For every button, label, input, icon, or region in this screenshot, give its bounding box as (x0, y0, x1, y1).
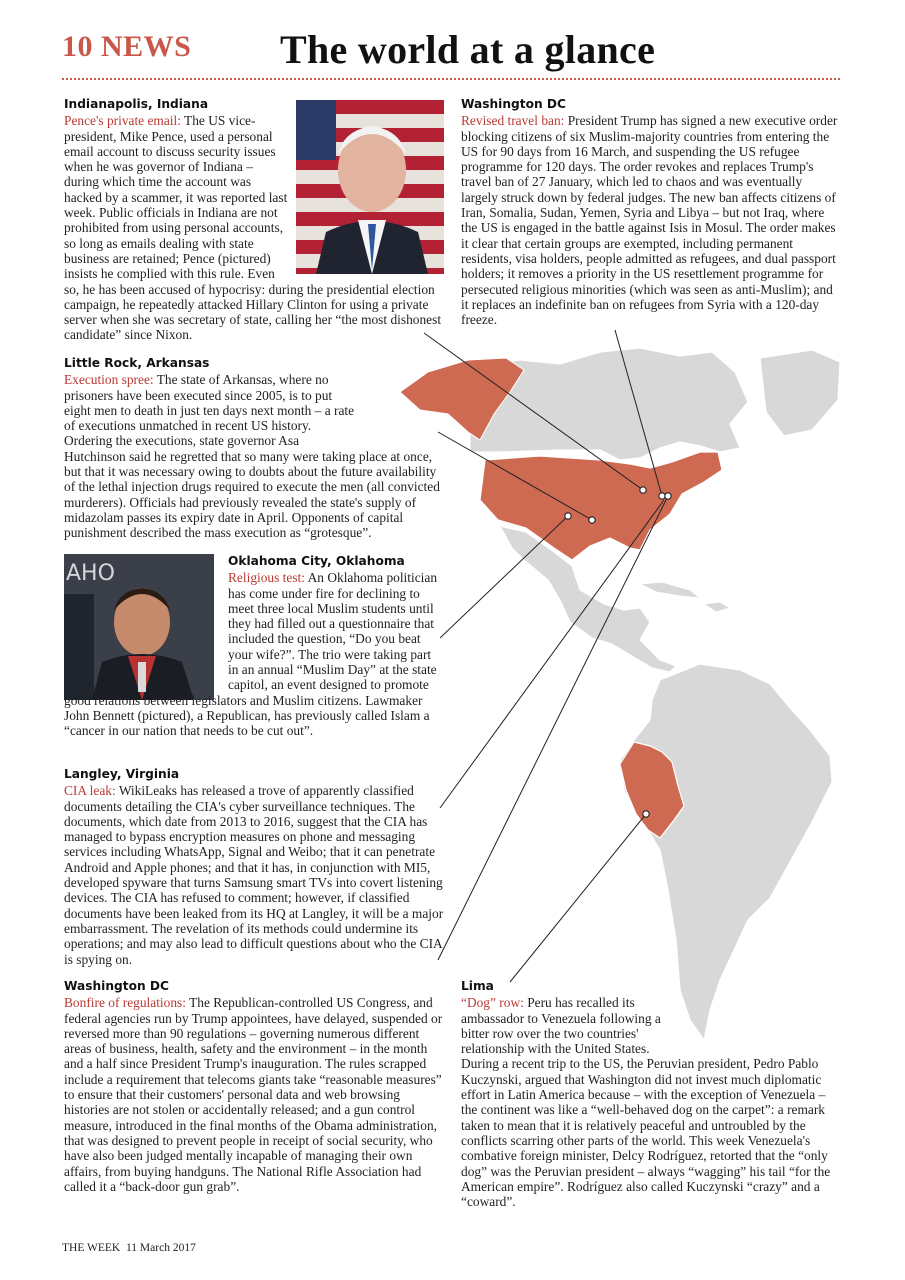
page-footer (62, 1242, 196, 1254)
story-washington-travel (461, 97, 841, 327)
pin-little-rock (589, 517, 595, 523)
story-text (64, 372, 440, 540)
story-location: Little Rock, Arkansas (64, 356, 210, 370)
story-kicker: Pence's private email: (64, 113, 181, 129)
section-label: NEWS (101, 30, 192, 63)
story-text (461, 113, 841, 327)
story-kicker: “Dog” row: (461, 995, 524, 1011)
story-kicker: Revised travel ban: (461, 113, 565, 129)
story-text (461, 995, 841, 1209)
story-location: Oklahoma City, Oklahoma (228, 554, 405, 568)
pin-langley (659, 493, 665, 499)
story-oklahoma (64, 554, 444, 739)
pin-washington (665, 493, 671, 499)
pin-lima (643, 811, 649, 817)
story-body: WikiLeaks has released a trove of apparently classified documents detailing the CIA's cyber surveillance techniques. The documents, which date from 2013 to 2016, suggest that the CIA has managed to bypass encryption measures on phone and messaging services including WhatsApp, Signal and Weibo; that it can penetrate Android and Apple phones; and that it has, in conjunction with MI5, developed spyware that turns Samsung smart TVs into covert listening devices. The CIA has refused to comment; however, if classified documents have been leaked from its HQ at Langley, it will be a major embarrassment. The revelation of its methods could undermine its operations; and may also lead to difficult questions about who the CIA is spying on. (64, 783, 444, 967)
map-clearance (358, 372, 440, 434)
story-body: The US vice-president, Mike Pence, used a personal email account to discuss security issues when he was governor of Indiana – during which time the account was hacked by a scammer, it was reported last week. Public officials in Indiana are not prohibited from using personal accounts, so long as emails dealing with state business are retained; Pence (pictured) insists he complied with this rule. Even so, he has been accused of hypocrisy: during the presidential election campaign, he repeatedly attacked Hillary Clinton for using a private server when she was secretary of state, calling her “the most dishonest candidate” since Nixon. (64, 113, 442, 343)
map-cuba (640, 582, 700, 598)
pin-indianapolis (640, 487, 646, 493)
pin-oklahoma (565, 513, 571, 519)
story-body: The state of Arkansas, where no prisoners have been executed since 2005, is to put eight men to death in just ten days next month – a rate of executions unmatched in recent US history. Ordering the executions, state governor Asa Hutchinson said he regretted that so many were taking place at once, but that it was necessary owing to doubts about the future availability of the lethal injection drugs required to execute the men (all convicted murderers). Officials had previously revealed the state's supply of midazolam passes its expiry date in April. Opponents of capital punishment described the mass execution as “grotesque”. (64, 372, 440, 541)
photo-clearance (294, 97, 444, 271)
story-indianapolis (64, 97, 442, 343)
story-location: Lima (461, 979, 494, 993)
leader-lima (510, 814, 646, 982)
story-location: Washington DC (461, 97, 566, 111)
story-text (64, 113, 442, 342)
story-location: Langley, Virginia (64, 767, 180, 781)
story-lima (461, 979, 841, 1209)
issue-date: 11 March 2017 (125, 1242, 196, 1254)
page-number: 10 (62, 30, 93, 63)
map-hispaniola (704, 602, 730, 612)
story-text (64, 554, 444, 739)
story-little-rock (64, 356, 440, 541)
story-location: Indianapolis, Indiana (64, 97, 209, 111)
publication-name: THE WEEK (62, 1242, 121, 1254)
story-text (64, 783, 444, 967)
story-kicker: Religious test: (228, 570, 305, 586)
page-title: The world at a glance (280, 27, 656, 72)
story-washington-regs (64, 979, 444, 1194)
story-location: Washington DC (64, 979, 169, 993)
story-body: The Republican-controlled US Congress, and federal agencies run by Trump appointees, have delayed, suspended or reversed more than 90 regulations – governing numerous different areas of business, health, safety and the environment – in the month and a half since President Trump's inauguration. The rules scrapped include a requirement that telecoms giants take “reasonable measures” to ensure that their customers' personal data and web browsing histories are not stolen or accidentally released; and a gun control measure, introduced in the final months of the Obama administration, that was designed to prevent people in receipt of social security, who have also been judged mentally incapable of managing their own affairs, from buying handguns. The National Rifle Association had called it a “back-door gun grab”. (64, 995, 443, 1194)
story-body: An Oklahoma politician has come under fire for declining to meet three local Muslim students until they had filled out a questionnaire that included the question, “Do you beat your wife?”. The trio were taking part in an annual “Muslim Day” at the state capitol, an event designed to promote good relations between legislators and Muslim citizens. Lawmaker John Bennett (pictured), a Republican, has previously called Islam a “cancer in our nation that needs to be cut out”. (64, 570, 438, 739)
story-langley (64, 767, 444, 967)
story-text (64, 995, 444, 1194)
story-body: Peru has recalled its ambassador to Venezuela following a bitter row over the two countries' relationship with the United States. During a recent trip to the US, the Peruvian president, Pedro Pablo Kuczynski, argued that Washington did not invest much diplomatic effort in Latin America because – with the exception of Venezuela – the continent was like a “well-behaved dog on the carpet”: a remark taken to mean that it is relatively peaceful and untroubled by the conflicts scarring other parts of the world. This week Venezuela's combative foreign minister, Delcy Rodríguez, retorted that the “only dog” was the Peruvian president – always “wagging” his tail “for the American empire”. Rodríguez also called Kuczynski “crazy” and a “coward”. (461, 995, 831, 1210)
story-kicker: Execution spree: (64, 372, 154, 388)
story-kicker: Bonfire of regulations: (64, 995, 186, 1011)
story-kicker: CIA leak: (64, 783, 116, 799)
story-body: President Trump has signed a new executive order blocking citizens of six Muslim-majority countries from entering the US for 90 days from 16 March, and suspending the US refugee programme for 120 days. The order revokes and replaces Trump's travel ban of 27 January, which led to chaos and was eventually largely struck down by federal judges. The new ban affects citizens of Iran, Somalia, Sudan, Yemen, Syria and Libya – but not Iraq, where the US is engaged in the battle against Isis in Mosul. The order makes it clear that certain groups are exempted, including permanent residents, visa holders, people admitted as refugees, and dual passport holders; it removes a priority in the US resettlement programme for persecuted religious minorities (which was seen as anti-Muslim); and it replaces an indefinite ban on refugees from Syria with a 120-day freeze. (461, 113, 838, 328)
svg-text:AHO: AHO (66, 561, 115, 586)
photo-clearance (64, 537, 222, 683)
map-greenland (760, 350, 840, 436)
map-clearance (661, 995, 841, 1055)
